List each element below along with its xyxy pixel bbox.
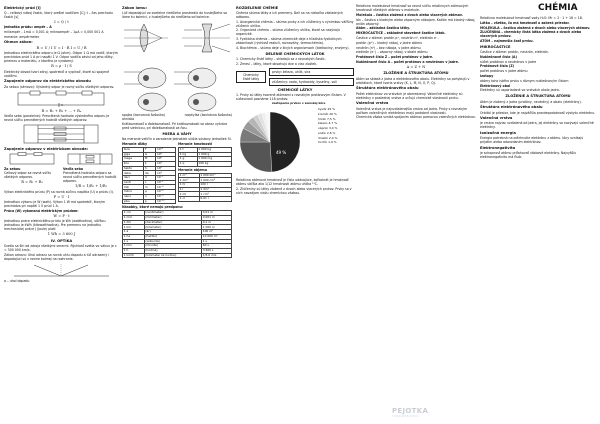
- unit-cell: 1 mm: [123, 216, 145, 221]
- prefix-cell: 10³: [156, 161, 176, 166]
- periodic-text: Atóm sa skladá z jadra a elektrónového obalu. Elektróny sa pohybujú v orbitáloch, ktoré tvoria vrstvy (K, L, M, N, O, P, Q).: [356, 76, 470, 85]
- unit-cell: 0,001 m: [201, 216, 231, 221]
- prefix-cell: mega: [123, 157, 144, 162]
- units-table: [122, 210, 232, 258]
- right-label: Vedľa seba: [63, 167, 84, 172]
- pie-title: zastúpenie prvkov v zemskej kôre: [272, 101, 326, 106]
- division-item-1: 1. Chemicky čisté látky – skladajú sa z rovnakých častíc.: [236, 57, 326, 62]
- heading-substances: CHEMICKÉ LÁTKY: [277, 87, 313, 92]
- prefix-cell: piko: [123, 199, 144, 204]
- lens-text: Lúč dopadajúci zo svetelne riedšieho prostredia do hustejšieho sa láme ku kolmici, z hustejšieho do riedšieho od kolmice.: [122, 10, 227, 19]
- volume-cell: 1 dm³: [179, 178, 200, 183]
- unit-cell: 1 000 m: [201, 225, 231, 230]
- atom-heading: Atóm – základná častica látky.: [356, 26, 411, 31]
- molecule-heading: Molekula – častica zložená z dvoch alebo viacerých atómov.: [356, 12, 463, 17]
- unit-row: [123, 253, 232, 258]
- column-chemistry-particles: [356, 4, 476, 420]
- prefix-cell: mikro: [123, 190, 144, 195]
- electrons-text: Elektróny sú usporiadané vo vrstvách okolo jadra.: [480, 88, 560, 93]
- compounds-text: 2. Zlúčeniny sú látky zložené z dvoch alebo viacerých prvkov. Prvky sa v nich navzájom viažu chemickou väzbou.: [236, 186, 352, 195]
- prefix-cell: G: [144, 152, 156, 157]
- current-formula: I = Q / t: [54, 19, 69, 24]
- resist-formula: R = ρ · l / S: [51, 64, 72, 69]
- volume-cell: 1 000 cm³: [199, 178, 231, 183]
- unit-cell: 1 cm: [123, 211, 145, 216]
- column-physics-electricity: [4, 4, 119, 420]
- heading-circuit: Zapojenie odporov do elektrického obvodu: [4, 79, 91, 84]
- micro-heading: MIKROČASTICE – základné stavebné častice látok.: [356, 31, 446, 36]
- combined-circuit-diagram: [4, 152, 119, 166]
- reflection-text: Zákon odrazu: Uhol odrazu sa rovná uhlu dopadu a lúč odrazený i dopadajúci sú v rovine kolmej na rozhranie.: [4, 253, 109, 262]
- electroneg-text: je schopnosť atómu priťahovať väzbové elektróny. Najvyššiu elektronegativitu má fluór.: [480, 150, 577, 159]
- unit-cell: 1 a: [123, 230, 145, 235]
- pie-legend-item: železo 4,7 %: [318, 121, 338, 126]
- prefix-table: [122, 147, 176, 204]
- mirror-label: a – uhol dopadu: [4, 279, 30, 284]
- heading-volume: Meranie objemu: [178, 167, 208, 172]
- unit-cell: 60 s: [201, 244, 231, 249]
- prefix-cell: nano: [123, 194, 144, 199]
- series-circuit-diagram: [4, 90, 119, 108]
- unit-cell: (milimeter): [144, 216, 201, 221]
- unit-cell: 1 ha: [123, 234, 145, 239]
- unit-cell: 100 m²: [201, 230, 231, 235]
- right-text: Prevrátená hodnota odporu sa rovná súčtu prevrátených hodnôt odporov.: [63, 171, 117, 184]
- pie-legend-item: kyslík 49 %: [318, 107, 335, 112]
- heading-optics: IV. OPTIKA: [50, 238, 73, 243]
- eye-text: Krátkozrakosť a ďalekozrakosť. Pri krátkozrakosti sa obraz vytvára pred sietnicou, pri ďalekozrakosti za ňou.: [122, 121, 228, 130]
- column-optics-measures: [122, 4, 232, 420]
- prefix-cell: kilo: [123, 161, 144, 166]
- heading-lens: Zákon lomu:: [122, 5, 148, 10]
- prefix-cell: 10⁻²: [156, 180, 176, 185]
- heading-ohm: Ohmov zákon:: [4, 40, 33, 45]
- electrons-heading: Elektrónový obal: [480, 83, 511, 88]
- unit-cell: (hodina): [144, 248, 201, 253]
- ohm-formula: R = U / I U = I · R I = U / R: [36, 45, 87, 50]
- heading-lengths: Meranie dĺžky: [122, 141, 148, 146]
- division-item-2: 2. Zmesi – látky, ktoré obsahujú dve a viac zložiek.: [236, 62, 318, 67]
- parallel-text: Vedľa seba (paralelne): Prevrátená hodnota výsledného odporu je rovná súčtu prevrátených hodnôt všetkých odporov.: [4, 114, 110, 123]
- valence-text-2: je vrstva najviac vzdialená od jadra, jej elektróny sa nazývajú valenčné elektróny.: [480, 121, 594, 130]
- unit-cell: 3 600 s: [201, 248, 231, 253]
- compound-heading: ZLÚČENINA – chemicky čistá látka zložená z dvoch alebo viacerých prvkov.: [480, 30, 582, 39]
- class-item-1: 1. Anorganická chémia – skúma prvky a ich zlúčeniny s výnimkou väčšiny zlúčenín uhlíka.: [236, 19, 354, 28]
- substance-heading: Látka – všetko, čo má hmotnosť a zaberá priestor.: [480, 20, 570, 25]
- energy-text: Práca (W) vykonaná elektrickým prúdom:: [4, 208, 79, 213]
- mass-table: [178, 147, 232, 167]
- intro-text: Relatívna molekulová hmotnosť sa rovná súčtu relatívnych atómových hmotností všetkých atómov v molekule.: [356, 4, 469, 12]
- prefix-cell: 10⁻⁶: [156, 190, 176, 195]
- iso-heading: Izotopy: [480, 73, 494, 78]
- element-pie-chart: [236, 102, 354, 178]
- combined-explanations: [4, 167, 119, 189]
- volume-table: [178, 173, 232, 202]
- mass-cell: 1 q: [179, 161, 198, 166]
- prefix-cell: tera: [123, 147, 144, 152]
- lens-label-b: rozptylka (konkávna šošovka): [184, 112, 232, 117]
- heading-classes: ROZDELENIE CHÉMIE: [236, 5, 279, 10]
- mass-cell: 1 000 kg: [197, 147, 231, 152]
- work-text: Výkon elektrického prúdu (P) sa rovná súčinu napätia (U) a prúdu (I).: [4, 189, 114, 194]
- volume-cell: 0,01 l: [199, 197, 231, 202]
- mass-cell: 1 kg: [179, 152, 198, 157]
- prefix-cell: 10⁻¹²: [156, 199, 176, 204]
- unit-cell: 1 min: [123, 244, 145, 249]
- nucleon-formula: A = Z + N: [406, 64, 426, 69]
- mass-cell: 1 g: [179, 157, 198, 162]
- unit-cell: 1 s: [123, 239, 145, 244]
- unit-cell: 0,1 m: [201, 220, 231, 225]
- prefix-cell: c: [144, 180, 156, 185]
- pie-legend: [318, 108, 354, 146]
- valence-heading-2: Valenčná vrstva: [480, 116, 513, 121]
- protons-text: počet protónov v jadre atómu: [480, 69, 528, 74]
- column-chemistry-atom: [480, 16, 596, 420]
- measure-text: Na meranie veličín a zaradenie jednotiek slúžia sústavy jednotiek SI.: [122, 137, 232, 142]
- iso-text: atómy toho istého prvku s rôznym nukleónovým číslom: [480, 78, 569, 83]
- micro-text-2: Častice v atóme: protón, neutrón, elektrón.: [480, 49, 549, 54]
- protons-heading: Protónové číslo (Z): [480, 64, 515, 69]
- nucleus-item-2: neutrón (n⁰) – bez náboja, v jadre atómu: [356, 45, 421, 50]
- unit-cell: (minúta): [144, 244, 201, 249]
- prefix-cell: p: [144, 199, 156, 204]
- volume-cell: 1 000 dm³: [199, 173, 231, 178]
- prefix-cell: 10²: [156, 166, 176, 171]
- left-formula: R = R₁ + R₂: [21, 180, 43, 185]
- shell-text: Orbitál je priestor, kde je najväčšia pravdepodobnosť výskytu elektrónu.: [480, 110, 596, 115]
- lens-diagram: [122, 20, 232, 112]
- heading-valence: Valenčná vrstva: [356, 101, 389, 106]
- prefix-cell: 10⁹: [156, 152, 176, 157]
- prefix-cell: 10⁻¹: [156, 176, 176, 181]
- config-text: Počet elektrónov vo vrstvách je obmedzený. Valenčné elektróny sú elektróny v poslednej vrstve a určujú chemické vlastnosti prvku.: [356, 91, 463, 100]
- lens-label-a: spojka (konvexná šošovka): [122, 112, 165, 117]
- volume-row: [179, 197, 232, 202]
- unit-cell: 10 000 m²: [201, 234, 231, 239]
- pie-slice-kremík: [240, 142, 272, 172]
- unit-cell: 1/3,6 m/s: [201, 253, 231, 258]
- nucleus-text: Častice v atóme: protón p⁺, neutrón n⁰, elektrón e⁻.: [356, 35, 439, 40]
- unit-cell: 1 dm: [123, 220, 145, 225]
- pie-svg: [236, 102, 316, 178]
- prefix-cell: mili: [123, 185, 144, 190]
- series-text: Za sebou (sériovo): Výsledný odpor je rovný súčtu všetkých odporov.: [4, 84, 115, 89]
- class-item-3: 3. Fyzikálna chémia – skúma chemické deje z hľadiska fyzikálnych zákonitostí (rýchlosť reakcií, rovnováhy, termochémia).: [236, 37, 342, 46]
- classes-text: Chémia skúma látky a ich premeny. Delí sa na niekoľko základných odborov.: [236, 10, 344, 19]
- ionization-text: Energia potrebná na odtrhnutie elektrónu z atómu. Ióny vznikajú prijatím alebo odovzdaním elektrónov.: [480, 136, 584, 145]
- struct-heading: ZLOŽENIE A ŠTRUKTÚRA ATÓMU: [505, 94, 571, 99]
- shell-heading: Štruktúra elektrónového obalu: [480, 105, 543, 110]
- energy-text-2: Jednotkou práce elektrického prúdu je Wh (watthodina), väčšou jednotkou je kWh (kilowatthodina). Pre premenu na jednotku mechanickej práce J (joule) platí:: [4, 219, 106, 232]
- nucleon-heading: Nukleónové číslo A – počet protónov a neutrónov v jadre.: [356, 59, 459, 64]
- pie-legend-item: sodík 2,6 %: [318, 130, 336, 135]
- electroneg-heading: Elektronegativita: [480, 145, 516, 150]
- prefix-cell: 10⁶: [156, 157, 176, 162]
- prefix-cell: 10⁻⁹: [156, 194, 176, 199]
- prefix-cell: 10⁻³: [156, 185, 176, 190]
- measure-text: meranie: ampérmeter: [4, 34, 40, 39]
- mass-cell: 1 000 mg: [197, 157, 231, 162]
- volume-cell: 1 l: [179, 187, 200, 192]
- volume-cell: 1 ml: [179, 192, 200, 197]
- left-label: Za sebou: [4, 167, 21, 172]
- ion-text: Ión – častica s kladným alebo záporným nábojom. Katión má kladný náboj, anión záporný.: [356, 17, 476, 26]
- prefix-cell: centi: [123, 180, 144, 185]
- unit-cell: 1 s: [201, 239, 231, 244]
- parallel-circuit-diagram: [4, 123, 119, 145]
- mass-text: Relatívna atómová hmotnosť je číslo udávajúce, koľkokrát je hmotnosť atómu väčšia ako 1/12 hmotnosti atómu uhlíka ¹²C.: [236, 178, 349, 187]
- prefix-row: [123, 199, 176, 204]
- nuclei-text: súčet protónov a neutrónov v jadre: [480, 59, 537, 64]
- unit-cell: (centimeter): [144, 211, 201, 216]
- mass-cell: 100 kg: [197, 161, 231, 166]
- mirror-diagram: [4, 262, 119, 278]
- substances-text: 1. Prvky sú látky tvorené atómami s rovnakým protónovým číslom. V súčasnosti poznáme 118 prvkov.: [236, 93, 346, 102]
- prefix-cell: n: [144, 194, 156, 199]
- unit-cell: (hektár): [144, 234, 201, 239]
- page-title: CHÉMIA: [538, 3, 578, 13]
- optics-text: Svetlo sa šíri od zdroja všetkými smermi. Rýchlosť svetla vo vákuu je c ≈ 300 000 km/s.: [4, 244, 117, 253]
- prefix-cell: da: [144, 171, 156, 176]
- prefix-cell: 10¹²: [156, 147, 176, 152]
- heading-current: Elektrický prúd [I]: [4, 5, 41, 10]
- lens-label-c: ohnisko: [122, 116, 135, 121]
- volume-cell: 1 hl: [179, 183, 200, 188]
- volume-cell: 1 m³: [179, 173, 200, 178]
- prefix-cell: T: [144, 147, 156, 152]
- column-chemistry-intro: [236, 4, 354, 420]
- unit-cell: 1 km/h: [123, 253, 145, 258]
- unit-cell: (sekunda): [144, 239, 201, 244]
- unit-cell: 1 h: [123, 248, 145, 253]
- prefix-cell: deka: [123, 171, 144, 176]
- struct-text: Atóm je zložený z jadra (protóny, neutróny) a obalu (elektróny).: [480, 99, 582, 104]
- unit-cell: 1 km: [123, 225, 145, 230]
- top-text: Relatívna molekulová hmotnosť vody H₂O: Mr = 2 · 1 + 16 = 18.: [480, 16, 583, 20]
- prefix-cell: h: [144, 166, 156, 171]
- class-item-2: 2. Organická chémia – skúma zlúčeniny uhlíka, ktoré sa nazývajú organické.: [236, 28, 340, 37]
- volume-cell: 1 cl: [179, 197, 200, 202]
- volume-cell: 100 l: [199, 183, 231, 188]
- heading-mass: Meranie hmotnosti: [178, 141, 212, 146]
- unit-cell: (kilometer): [144, 225, 201, 230]
- heading-length2: Násobky, ktoré nemajú predponu:: [122, 205, 184, 210]
- energy-formula-2: 1 Wh = 3 600 J: [47, 232, 76, 237]
- bond-text: Chemická väzba vzniká spájaním atómov pomocou valenčných elektrónov.: [356, 115, 476, 120]
- tree-branch-b: zlúčeniny: voda, hydroxidy, kyseliny, soli: [269, 78, 354, 86]
- prefix-cell: m: [144, 185, 156, 190]
- nucleus-item-3: elektrón (e⁻) – záporný náboj, v obale atómu: [356, 50, 428, 55]
- unit-cell: (kilometer za hodinu): [144, 253, 201, 258]
- mass-cell: 1 000 g: [197, 152, 231, 157]
- class-item-4: 4. Biochémia – skúma deje v živých organizmoch (bielkoviny, enzýmy).: [236, 45, 350, 50]
- heading-config: Štruktúra elektrónového obalu: [356, 86, 419, 91]
- tree-branch-a: prvky: železo, uhlík, síra: [269, 68, 354, 76]
- volume-cell: 1 cm³: [199, 192, 231, 197]
- prefix-cell: hekto: [123, 166, 144, 171]
- publisher-logo: [392, 407, 428, 418]
- pie-legend-item: horčík 1,9 %: [318, 140, 337, 145]
- work-text-2: Jednotkou výkonu je W (watt). Výkon 1 W má spotrebič, ktorým prechádza pri napätí 1 V prúd 1 A.: [4, 200, 106, 209]
- heading-periodic: ZLOŽENIE A ŠTRUKTÚRA ATÓMU: [383, 71, 449, 76]
- unit-line: jednotka prúdu: ampér – A: [4, 25, 52, 30]
- pie-legend-item: vápnik 3,4 %: [318, 126, 338, 131]
- work-formula: P = U · I: [53, 194, 70, 199]
- substance-tree: [236, 68, 354, 86]
- pie-slice-kyslík: [270, 112, 300, 172]
- power-text: Elektrický obvod tvorí zdroj, spotrebič a vypínač, ktoré sú spojené vodičmi.: [4, 69, 110, 78]
- units-small: miliampér – 1mA = 0,001 A; mikroampér – 1µA = 0,000 001 A: [4, 30, 104, 35]
- prefix-cell: 10¹: [156, 171, 176, 176]
- prefix-cell: k: [144, 161, 156, 166]
- micro-heading-2: MIKROČASTICE: [480, 44, 511, 49]
- nuclei-heading: Nukleónové číslo (A): [480, 54, 517, 59]
- molecule-heading-2: MOLEKULA – častica zložená z dvoch alebo viacerých atómov.: [480, 25, 591, 30]
- prefix-cell: µ: [144, 190, 156, 195]
- prefix-cell: giga: [123, 152, 144, 157]
- prefix-cell: deci: [123, 176, 144, 181]
- heading-measure: MIERA A VÁHY: [162, 131, 192, 136]
- heading-combined: Zapojenie odporov v elektrickom obvode:: [4, 146, 89, 151]
- unit-cell: (decimeter): [144, 220, 201, 225]
- pie-legend-item: kremík 26 %: [318, 111, 337, 116]
- pie-inner-label: 49 %: [276, 150, 287, 156]
- nucleus-item-1: protón (p⁺) – kladný náboj, v jadre atómu: [356, 40, 423, 45]
- logo-name: PEJOTKA: [392, 407, 429, 415]
- ionization-heading: Ionizačná energia: [480, 130, 516, 135]
- atom-heading-2: ATÓM – najmenšia časť prvku.: [480, 39, 534, 44]
- right-formula: 1/R = 1/R₁ + 1/R₂: [74, 184, 108, 189]
- proton-heading: Protónové číslo Z – počet protónov v jadre.: [356, 55, 434, 60]
- heading-division: DELENIE CHEMICKÝCH LÁTOK: [265, 51, 325, 56]
- mass-row: [179, 161, 232, 166]
- pie-legend-item: hliník 7,5 %: [318, 116, 336, 121]
- prefix-cell: M: [144, 157, 156, 162]
- unit-cell: (ár): [144, 230, 201, 235]
- left-text: Celkový odpor sa rovná súčtu všetkých odporov.: [4, 171, 52, 180]
- pie-legend-item: draslík 2,4 %: [318, 135, 338, 140]
- valence-text: Valenčná vrstva je najvzdialenejšia vrstva od jadra. Prvky s rovnakým počtom valenčných elektrónov majú podobné vlastnosti.: [356, 106, 468, 115]
- tree-root: Chemicky čisté látky: [236, 71, 266, 83]
- logo-sub: VYDAVATEĽSTVO: [392, 414, 419, 418]
- unit-cell: 0,01 m: [201, 211, 231, 216]
- mass-cell: 1 t: [179, 147, 198, 152]
- current-text: Q – celkový náboj častíc, ktorý prešiel vodičom [C]; t – čas prechodu častíc [s]: [4, 10, 113, 19]
- energy-formula: W = P · t: [53, 213, 70, 218]
- resistance-text: Jednotkou elektrického odporu je Ω (ohm). Odpor 1 Ω má vodič, ktorým prechádza prúd 1 A pri napätí 1 V. Odpor vodiča závisí od jeho dĺžky, prierezu a materiálu, z ktorého je vyrobený.: [4, 51, 118, 64]
- volume-cell: 1 dm³: [199, 187, 231, 192]
- series-formula: R = R₁ + R₂ + ... + Rₙ: [41, 108, 82, 113]
- measure-tables: [122, 142, 232, 205]
- prefix-cell: d: [144, 176, 156, 181]
